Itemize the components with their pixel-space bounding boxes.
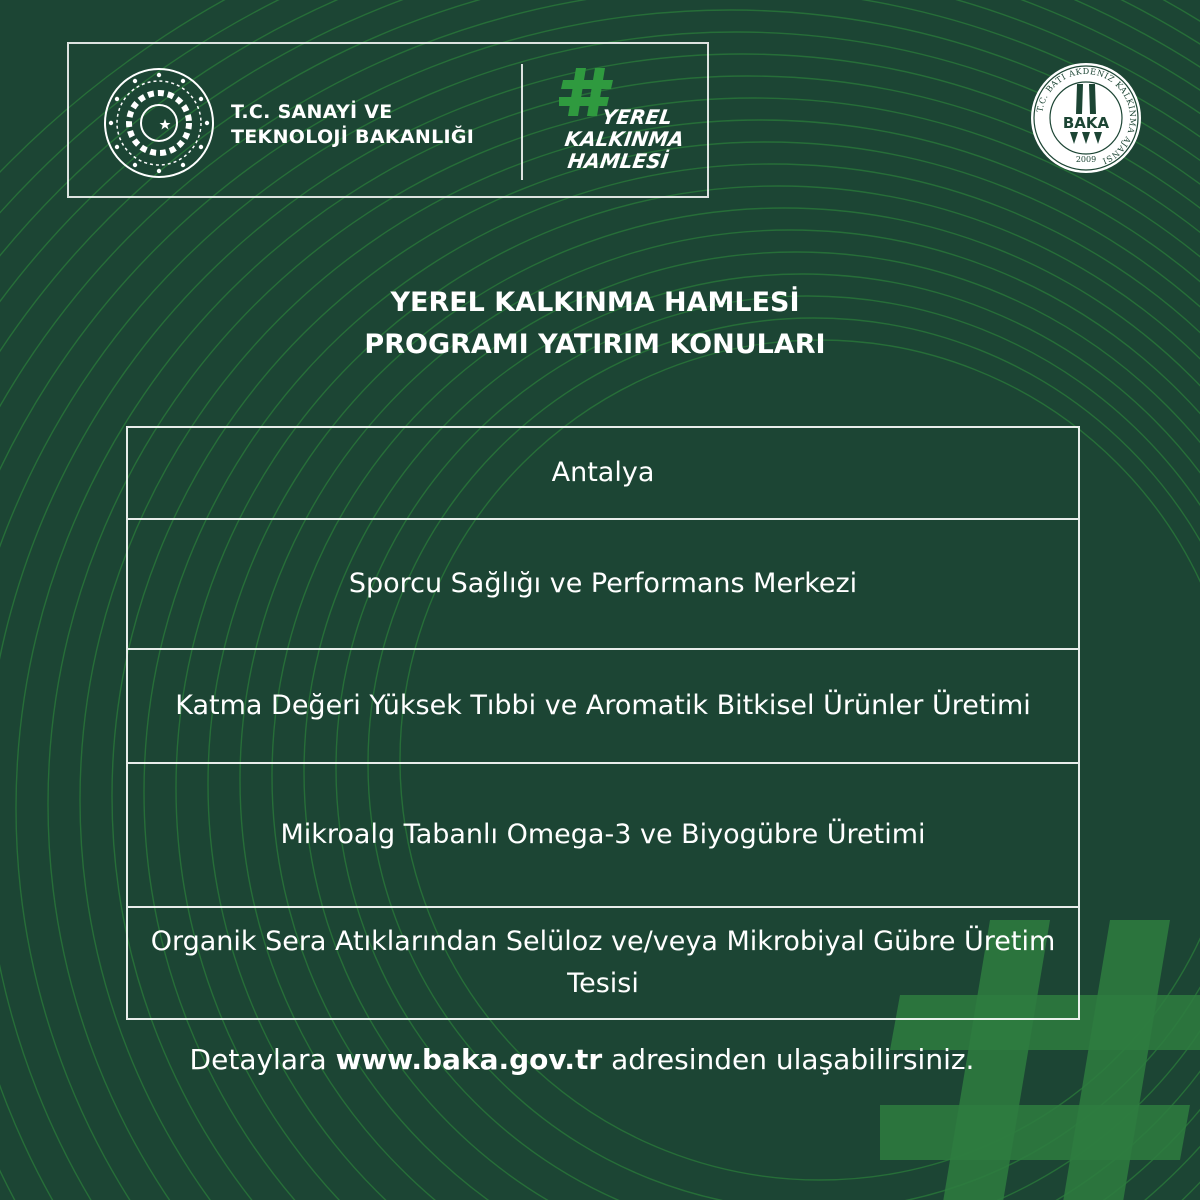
website-link[interactable]: www.baka.gov.tr: [335, 1043, 603, 1076]
header-logo-box: [67, 42, 709, 198]
baka-agency-seal-icon: [1030, 62, 1142, 174]
yerel-kalkinma-hamlesi-logo: [555, 66, 685, 180]
header-divider: [521, 64, 523, 180]
campaign-name-line1: YEREL: [600, 105, 674, 129]
topic-text: Sporcu Sağlığı ve Performans Merkezi: [348, 568, 858, 599]
table-row: [128, 518, 1078, 648]
page-title: [0, 282, 1190, 366]
seal-ring-text: T.C. BATI AKDENİZ KALKINMA AJANSI: [1034, 65, 1139, 167]
table-row: [128, 906, 1078, 1018]
seal-year: 2009: [1075, 155, 1097, 164]
ministry-name-line2: TEKNOLOJİ BAKANLIĞI: [231, 126, 475, 148]
footer-note: [0, 1038, 1164, 1082]
topic-text: Katma Değeri Yüksek Tıbbi ve Aromatik Bitkisel Ürünler Üretimi: [175, 690, 1031, 721]
table-row: [128, 762, 1078, 906]
topic-text: Mikroalg Tabanlı Omega-3 ve Biyogübre Üretimi: [280, 819, 926, 850]
topic-city: Antalya: [551, 457, 655, 488]
page-title-line2: PROGRAMI YATIRIM KONULARI: [364, 329, 826, 360]
campaign-name: [560, 106, 688, 172]
topic-text: Organik Sera Atıklarından Selüloz ve/veya Mikrobiyal Gübre Üretim Tesisi: [150, 926, 1056, 999]
investment-topics-table: [126, 426, 1080, 1020]
ministry-gear-emblem-icon: [102, 66, 216, 180]
footer-suffix: adresinden ulaşabilirsiniz.: [602, 1043, 975, 1076]
seal-center-text: BAKA: [1062, 114, 1110, 132]
ministry-name-line1: T.C. SANAYİ VE: [231, 101, 393, 123]
campaign-name-line2: KALKINMA: [563, 127, 686, 151]
table-row: [128, 648, 1078, 762]
table-row: [128, 428, 1078, 518]
page-title-line1: YEREL KALKINMA HAMLESİ: [390, 287, 800, 318]
footer-prefix: Detaylara: [189, 1043, 336, 1076]
ministry-name: [231, 100, 474, 150]
campaign-name-line3: HAMLESİ: [566, 149, 670, 173]
